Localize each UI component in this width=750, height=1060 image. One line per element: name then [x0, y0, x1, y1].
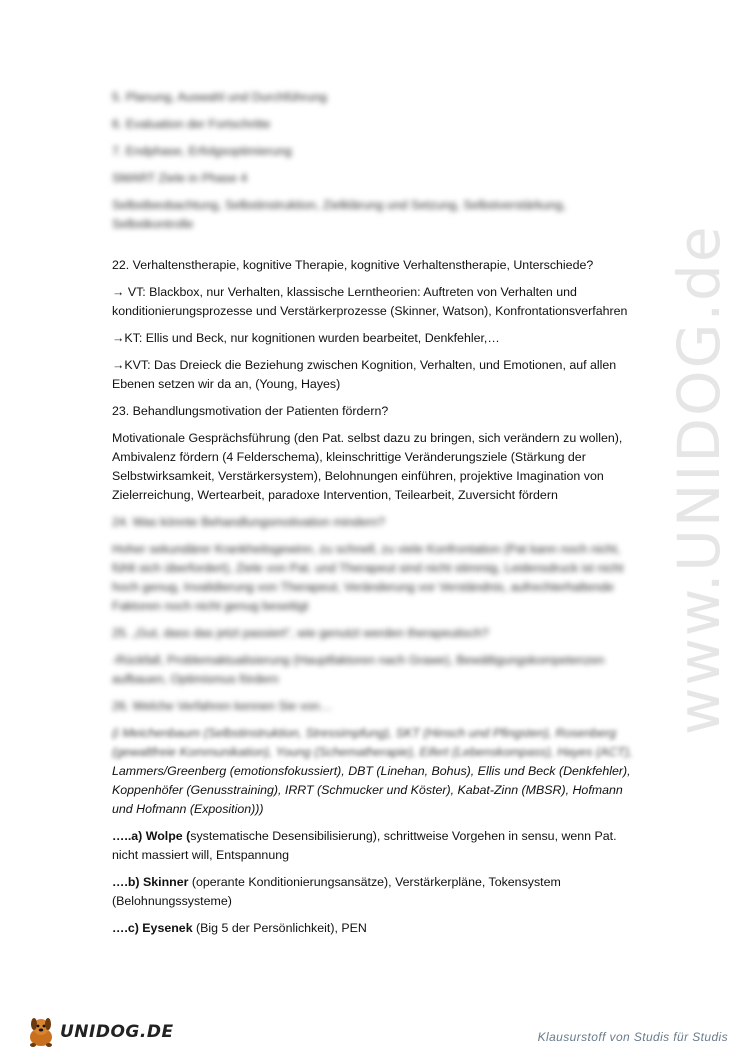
footer-slogan: Klausurstoff von Studis für Studis: [537, 1030, 728, 1044]
answer-25: -Rückfall, Problemaktualisierung (Hauptfaktoren nach Grawe), Bewältigungskompetenzen aufbauen, Optimismus fördern: [112, 653, 605, 686]
document-body: [112, 88, 642, 946]
blurred-line: 7. Endphase, Erfolgsoptimierung: [112, 144, 292, 158]
answer-26: [112, 724, 642, 819]
answer-26-b: [112, 873, 642, 911]
answer-kt: →KT: Ellis und Beck, nur kognitionen wurden bearbeitet, Denkfehler,…: [112, 331, 500, 345]
answer-26-visible: Lammers/Greenberg (emotionsfokussiert), DBT (Linehan, Bohus), Ellis und Beck (Denkfehler), Koppenhöfer (Genusstraining), IRRT (Schmucker und Köster), Kabat-Zinn (MBSR), Hofmann und Hofmann (Exposition))): [112, 764, 631, 816]
answer-26-a-text: systematische Desensibilisierung), schrittweise Vorgehen in sensu, wenn Pat. nicht massiert will, Entspannung: [112, 829, 617, 862]
dog-icon: [24, 1015, 58, 1049]
blurred-line: 6. Evaluation der Fortschritte: [112, 117, 271, 131]
answer-26-c-text: (Big 5 der Persönlichkeit), PEN: [192, 921, 367, 935]
watermark: www.UNIDOG.de: [665, 224, 733, 735]
question-22: 22. Verhaltenstherapie, kognitive Therapie, kognitive Verhaltenstherapie, Unterschiede?: [112, 258, 594, 272]
blurred-line: 5. Planung, Auswahl und Durchführung: [112, 90, 327, 104]
answer-kvt: →KVT: Das Dreieck die Beziehung zwischen Kognition, Verhalten, und Emotionen, auf allen Ebenen setzen wir da an, (Young, Hayes): [112, 358, 617, 391]
unidog-logo[interactable]: [24, 1012, 174, 1052]
answer-26-a: [112, 827, 642, 865]
question-25: 25. „Gut, dass das jetzt passiert“, wie genutzt werden therapeutisch?: [112, 626, 489, 640]
answer-26-blurred: (i Meichenbaum (Selbstinstruktion, Stressimpfung), SKT (Hinsch und Pfingsten), Rosenberg (gewaltfreie Kommunikation), Young (Schematherapie), Eifert (Lebenskompass), Hayes (ACT),: [112, 726, 633, 759]
blurred-line: SMART Ziele in Phase 4: [112, 171, 248, 185]
answer-26-a-title: …..a) Wolpe (: [112, 829, 191, 843]
answer-26-b-title: ….b) Skinner: [112, 875, 189, 889]
blurred-line: Selbstbeobachtung, Selbstinstruktion, Zielklärung und Setzung, Selbstverstärkung, Selbstkontrolle: [112, 198, 566, 231]
question-23: 23. Behandlungsmotivation der Patienten fördern?: [112, 404, 389, 418]
answer-26-c-title: ….c) Eysenek: [112, 921, 193, 935]
question-24: 24. Was könnte Behandlungsmotivation mindern?: [112, 515, 385, 529]
answer-24: Hoher sekundärer Krankheitsgewinn, zu schnell, zu viele Konfrontation (Pat kann noch nicht, fühlt sich überfordert), Ziele von Pat. und Therapeut sind nicht stimmig, Leidensdruck ist nicht hoch genug, Invalidierung von Therapeut, Veränderung vor Verständnis, aufrechterhaltende Faktoren noch nicht genug beseitigt: [112, 542, 624, 613]
answer-26-b-text: (operante Konditionierungsansätze), Verstärkerpläne, Tokensystem (Belohnungssysteme): [112, 875, 561, 908]
answer-vt: → VT: Blackbox, nur Verhalten, klassische Lerntheorien: Auftreten von Verhalten und konditionierungsprozesse und Verstärkerprozesse (Skinner, Watson), Konfrontationsverfahren: [112, 285, 628, 318]
question-26: 26. Welche Verfahren kennen Sie von…: [112, 699, 333, 713]
logo-text: UNIDOG.DE: [60, 1022, 174, 1042]
answer-26-c: [112, 919, 642, 938]
answer-23: Motivationale Gesprächsführung (den Pat. selbst dazu zu bringen, sich verändern zu wollen), Ambivalenz fördern (4 Felderschema), kleinschrittige Veränderungsziele (Stärkung der Selbstwirksamkeit, Verstärkersystem), Belohnungen einführen, projektive Imagination von Zielerreichung, Wertearbeit, paradoxe Intervention, Teilearbeit, Zuversicht fördern: [112, 431, 623, 502]
